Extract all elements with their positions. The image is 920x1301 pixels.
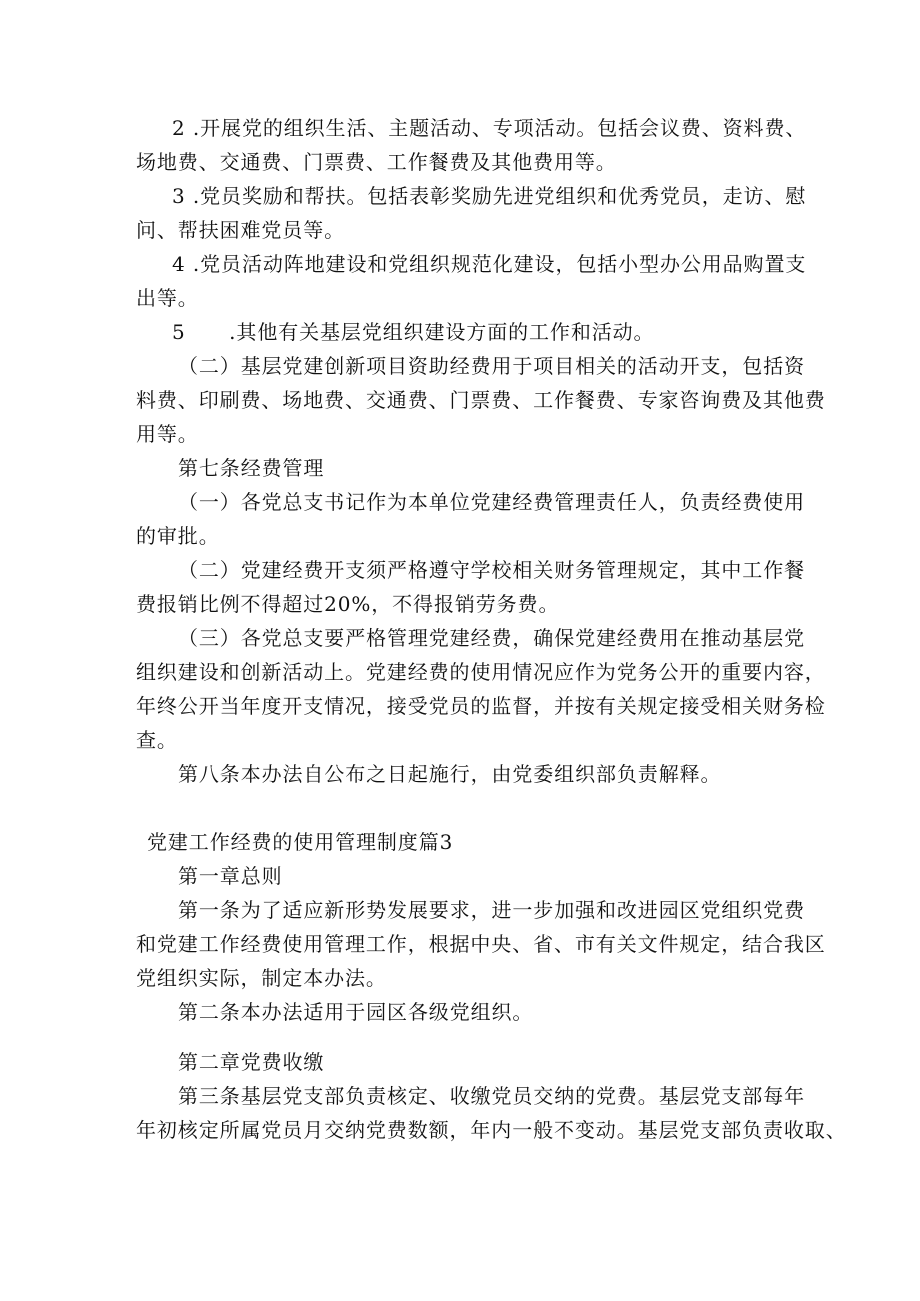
paragraph-line: （三）各党总支要严格管理党建经费，确保党建经费用在推动基层党 xyxy=(178,626,805,650)
paragraph-line: 查。 xyxy=(136,728,178,752)
paragraph-line: 党组织实际，制定本办法。 xyxy=(136,966,387,990)
paragraph-line: 问、帮扶困难党员等。 xyxy=(136,218,345,242)
paragraph-line: 年终公开当年度开支情况，接受党员的监督，并按有关规定接受相关财务检 xyxy=(136,694,826,718)
paragraph-line: 组织建设和创新活动上。党建经费的使用情况应作为党务公开的重要内容， xyxy=(136,660,826,684)
paragraph-line: 用等。 xyxy=(136,422,199,446)
section-title: 党建工作经费的使用管理制度篇3 xyxy=(147,830,454,854)
list-item-3: 3 .党员奖励和帮扶。包括表彰奖励先进党组织和优秀党员，走访、慰 xyxy=(172,184,807,208)
paragraph-line: （二）基层党建创新项目资助经费用于项目相关的活动开支，包括资 xyxy=(178,354,805,378)
paragraph-line: 和党建工作经费使用管理工作，根据中央、省、市有关文件规定，结合我区 xyxy=(136,932,826,956)
paragraph-line: 料费、印刷费、场地费、交通费、门票费、工作餐费、专家咨询费及其他费 xyxy=(136,388,826,412)
article-heading: 第七条经费管理 xyxy=(178,456,325,480)
chapter-heading: 第二章党费收缴 xyxy=(178,1050,325,1074)
paragraph-line: 的审批。 xyxy=(136,524,220,548)
list-item-5: 5 .其他有关基层党组织建设方面的工作和活动。 xyxy=(172,320,655,344)
chapter-heading: 第一章总则 xyxy=(178,864,283,888)
paragraph-line: 场地费、交通费、门票费、工作餐费及其他费用等。 xyxy=(136,150,617,174)
paragraph-line: 第三条基层党支部负责核定、收缴党员交纳的党费。基层党支部每年 xyxy=(178,1084,805,1108)
paragraph-line: 出等。 xyxy=(136,286,199,310)
paragraph-line: （二）党建经费开支须严格遵守学校相关财务管理规定，其中工作餐 xyxy=(178,558,805,582)
paragraph-line: （一）各党总支书记作为本单位党建经费管理责任人，负责经费使用 xyxy=(178,490,805,514)
paragraph-line: 第八条本办法自公布之日起施行，由党委组织部负责解释。 xyxy=(178,762,722,786)
list-item-4: 4 .党员活动阵地建设和党组织规范化建设，包括小型办公用品购置支 xyxy=(172,252,807,276)
paragraph-line: 第一条为了适应新形势发展要求，进一步加强和改进园区党组织党费 xyxy=(178,898,805,922)
paragraph-line: 费报销比例不得超过20%，不得报销劳务费。 xyxy=(136,592,560,616)
paragraph-line: 年初核定所属党员月交纳党费数额，年内一般不变动。基层党支部负责收取、 xyxy=(136,1118,847,1142)
paragraph-line: 第二条本办法适用于园区各级党组织。 xyxy=(178,1000,534,1024)
list-item-2: 2 .开展党的组织生活、主题活动、专项活动。包括会议费、资料费、 xyxy=(172,116,807,140)
